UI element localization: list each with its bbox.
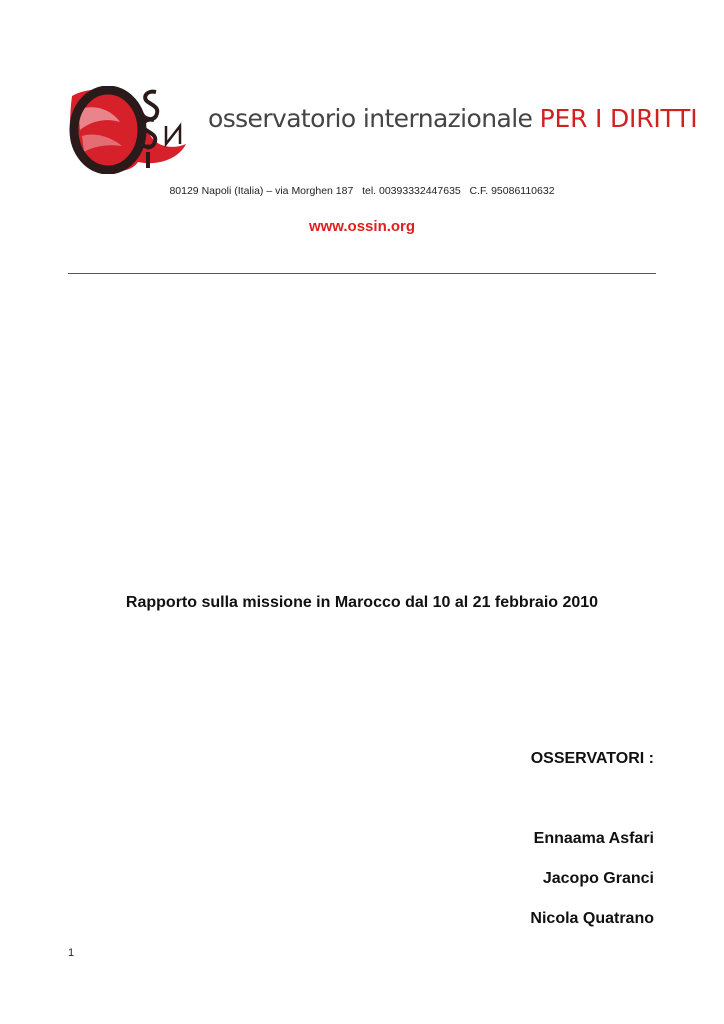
observer-name: Ennaama Asfari — [533, 830, 654, 847]
website-link[interactable]: www.ossin.org — [308, 218, 416, 235]
report-title: Rapporto sulla missione in Marocco dal 10 al 21 febbraio 2010 — [125, 594, 599, 611]
organization-name-plain: osservatorio internazionale — [208, 104, 540, 133]
header-divider — [68, 273, 656, 274]
ossin-logo-icon — [68, 86, 192, 174]
address-line: 80129 Napoli (Italia) – via Morghen 187 tel. 00393332447635 C.F. 95086110632 — [169, 185, 555, 197]
observer-name: Jacopo Granci — [542, 870, 654, 887]
observers-heading: OSSERVATORI : — [530, 750, 654, 767]
observer-name: Nicola Quatrano — [530, 910, 654, 927]
organization-name — [208, 106, 697, 131]
page-number: 1 — [68, 947, 75, 959]
organization-name-accent: PER I DIRITTI — [539, 104, 698, 133]
